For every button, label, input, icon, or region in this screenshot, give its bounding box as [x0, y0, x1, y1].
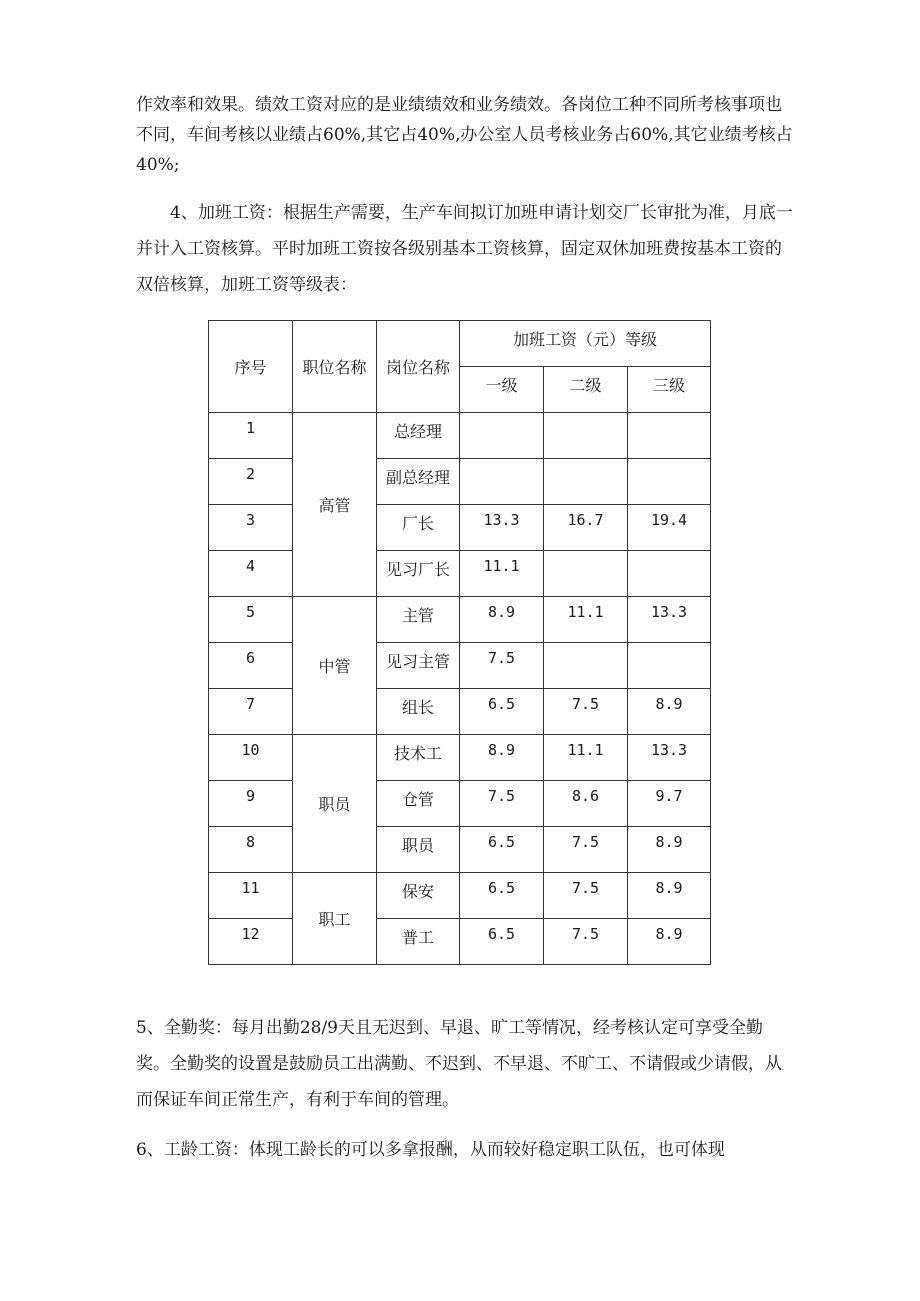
cell-level-3: 19.4	[628, 505, 711, 551]
cell-level-3	[628, 551, 711, 597]
table-row	[209, 689, 711, 735]
cell-seq: 5	[209, 597, 293, 643]
cell-seq: 3	[209, 505, 293, 551]
cell-seq: 7	[209, 689, 293, 735]
table-row	[209, 413, 711, 459]
cell-level-1: 6.5	[460, 689, 544, 735]
cell-level-2: 7.5	[544, 827, 628, 873]
paragraph-performance: 作效率和效果。绩效工资对应的是业绩绩效和业务绩效。各岗位工种不同所考核事项也不同，车间考核以业绩占60%,其它占40%,办公室人员考核业务占60%,其它业绩考核占40%;	[136, 95, 793, 175]
table-row	[209, 735, 711, 781]
cell-level-3: 8.9	[628, 919, 711, 965]
cell-level-1: 6.5	[460, 827, 544, 873]
group-middle: 中管	[293, 597, 377, 735]
cell-level-1: 8.9	[460, 597, 544, 643]
cell-level-1: 6.5	[460, 919, 544, 965]
cell-level-3	[628, 459, 711, 505]
cell-level-3	[628, 413, 711, 459]
cell-level-2	[544, 459, 628, 505]
cell-post: 保安	[377, 873, 460, 919]
paragraph-overtime-text: 4、加班工资：根据生产需要，生产车间拟订加班申请计划交厂长审批为准，月底一并计入工资核算。平时加班工资按各级别基本工资核算，固定双休加班费按基本工资的双倍核算，加班工资等级表：	[136, 203, 793, 295]
cell-level-1	[460, 413, 544, 459]
header-seq: 序号	[209, 321, 293, 413]
header-post: 岗位名称	[377, 321, 460, 413]
cell-level-3: 9.7	[628, 781, 711, 827]
table-row	[209, 919, 711, 965]
cell-seq: 2	[209, 459, 293, 505]
cell-post: 职员	[377, 827, 460, 873]
group-worker: 职工	[293, 873, 377, 965]
header-overtime-level: 加班工资（元）等级	[460, 321, 711, 367]
cell-post: 主管	[377, 597, 460, 643]
cell-seq: 4	[209, 551, 293, 597]
cell-level-2: 11.1	[544, 735, 628, 781]
cell-seq: 12	[209, 919, 293, 965]
header-level-1: 一级	[460, 367, 544, 413]
header-position: 职位名称	[293, 321, 377, 413]
group-staff: 职员	[293, 735, 377, 873]
cell-level-1: 13.3	[460, 505, 544, 551]
table-row	[209, 827, 711, 873]
table-row	[209, 643, 711, 689]
cell-level-1: 6.5	[460, 873, 544, 919]
cell-level-1: 8.9	[460, 735, 544, 781]
cell-post: 见习厂长	[377, 551, 460, 597]
cell-seq: 1	[209, 413, 293, 459]
cell-seq: 9	[209, 781, 293, 827]
cell-seq: 6	[209, 643, 293, 689]
cell-level-3	[628, 643, 711, 689]
group-senior: 高管	[293, 413, 377, 597]
cell-level-3: 8.9	[628, 827, 711, 873]
cell-post: 仓管	[377, 781, 460, 827]
paragraph-overtime	[136, 195, 796, 303]
cell-level-1: 7.5	[460, 781, 544, 827]
cell-post: 厂长	[377, 505, 460, 551]
cell-post: 总经理	[377, 413, 460, 459]
cell-level-2	[544, 551, 628, 597]
cell-seq: 8	[209, 827, 293, 873]
table-row	[209, 597, 711, 643]
cell-level-2: 8.6	[544, 781, 628, 827]
cell-post: 副总经理	[377, 459, 460, 505]
cell-post: 普工	[377, 919, 460, 965]
cell-level-3: 13.3	[628, 735, 711, 781]
cell-seq: 10	[209, 735, 293, 781]
cell-post: 技术工	[377, 735, 460, 781]
table-row	[209, 459, 711, 505]
header-level-2: 二级	[544, 367, 628, 413]
table-row	[209, 873, 711, 919]
cell-level-2: 7.5	[544, 919, 628, 965]
paragraph-seniority-wage: 6、工龄工资：体现工龄长的可以多拿报酬，从而较好稳定职工队伍，也可体现	[136, 1140, 725, 1160]
cell-level-1	[460, 459, 544, 505]
paragraph-attendance-bonus: 5、全勤奖：每月出勤28/9天且无迟到、早退、旷工等情况，经考核认定可享受全勤奖。全勤奖的设置是鼓励员工出满勤、不迟到、不早退、不旷工、不请假或少请假，从而保证车间正常生产，有利于车间的管理。	[136, 1018, 782, 1110]
cell-level-2: 11.1	[544, 597, 628, 643]
cell-level-2	[544, 643, 628, 689]
cell-level-3: 13.3	[628, 597, 711, 643]
cell-level-1: 11.1	[460, 551, 544, 597]
cell-level-2: 16.7	[544, 505, 628, 551]
overtime-wage-table	[208, 320, 711, 965]
cell-level-3: 8.9	[628, 689, 711, 735]
table-row	[209, 505, 711, 551]
cell-level-3: 8.9	[628, 873, 711, 919]
cell-level-2: 7.5	[544, 873, 628, 919]
cell-seq: 11	[209, 873, 293, 919]
cell-post: 组长	[377, 689, 460, 735]
cell-level-2: 7.5	[544, 689, 628, 735]
cell-level-2	[544, 413, 628, 459]
cell-level-1: 7.5	[460, 643, 544, 689]
cell-post: 见习主管	[377, 643, 460, 689]
table-row	[209, 551, 711, 597]
header-level-3: 三级	[628, 367, 711, 413]
table-row	[209, 781, 711, 827]
